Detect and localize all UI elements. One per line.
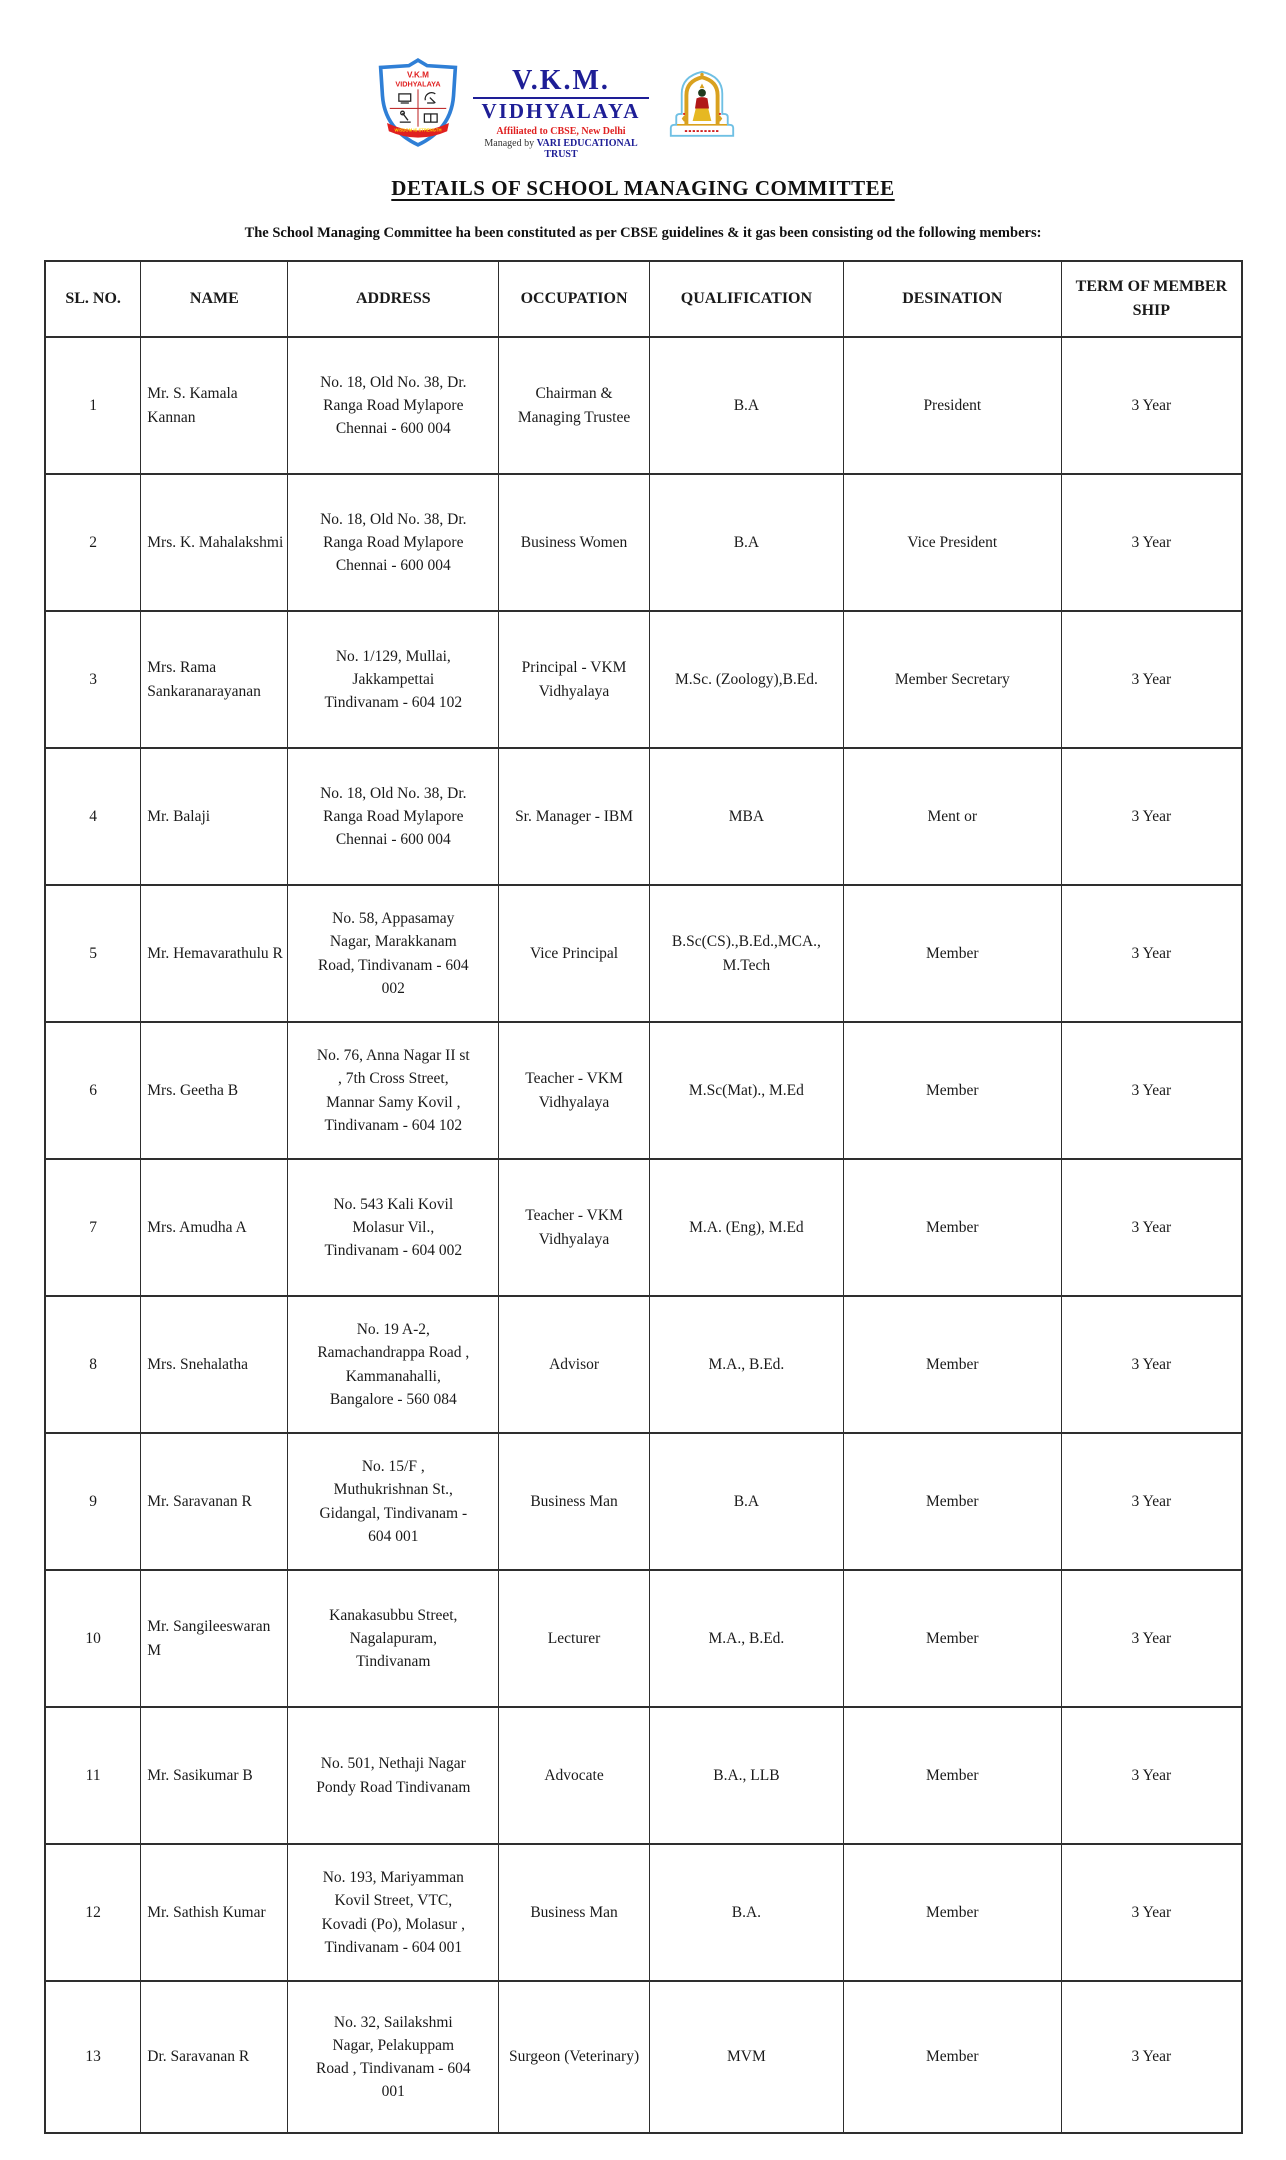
cell-designation: Member: [843, 1433, 1061, 1570]
cell-name: Mr. Hemavarathulu R: [141, 885, 288, 1022]
col-header-qualification: QUALIFICATION: [649, 261, 843, 337]
svg-text:V.K.M: V.K.M: [407, 70, 429, 80]
cell-sl-no: 3: [45, 611, 141, 748]
subtitle-text: The School Managing Committee ha been constituted as per CBSE guidelines & it gas been consisting od the following members:: [244, 225, 1042, 241]
cell-qualification: M.A. (Eng), M.Ed: [649, 1159, 843, 1296]
cell-designation: Member: [843, 885, 1061, 1022]
cell-term: 3 Year: [1061, 1022, 1242, 1159]
cell-term: 3 Year: [1061, 337, 1242, 474]
header-row: [45, 261, 1242, 337]
cell-address: No. 193, Mariyamman Kovil Street, VTC, Kovadi (Po), Molasur , Tindivanam - 604 001: [288, 1844, 499, 1981]
cell-qualification: B.A: [649, 1433, 843, 1570]
cell-name: Mrs. Amudha A: [141, 1159, 288, 1296]
cell-address: No. 1/129, Mullai, Jakkampettai Tindivanam - 604 102: [288, 611, 499, 748]
table-row: [45, 337, 1242, 474]
cell-sl-no: 7: [45, 1159, 141, 1296]
cell-sl-no: 10: [45, 1570, 141, 1707]
cell-designation: Member: [843, 1844, 1061, 1981]
cell-term: 3 Year: [1061, 885, 1242, 1022]
deity-skirt: [693, 108, 712, 120]
school-name-full: VIDHYALAYA: [481, 99, 641, 124]
cell-occupation: Surgeon (Veterinary): [499, 1981, 650, 2133]
cell-sl-no: 5: [45, 885, 141, 1022]
cell-occupation: Principal - VKM Vidhyalaya: [499, 611, 650, 748]
cell-term: 3 Year: [1061, 1707, 1242, 1844]
cell-designation: Ment or: [843, 748, 1061, 885]
cell-address: No. 19 A-2, Ramachandrappa Road , Kammanahalli, Bangalore - 560 084: [288, 1296, 499, 1433]
cell-qualification: M.Sc(Mat)., M.Ed: [649, 1022, 843, 1159]
cell-occupation: Vice Principal: [499, 885, 650, 1022]
col-header-address: ADDRESS: [288, 261, 499, 337]
table-row: [45, 1570, 1242, 1707]
cell-address: No. 18, Old No. 38, Dr. Ranga Road Mylapore Chennai - 600 004: [288, 337, 499, 474]
cell-address: No. 543 Kali Kovil Molasur Vil., Tindivanam - 604 002: [288, 1159, 499, 1296]
school-shield-logo: [377, 56, 459, 150]
managed-line: [473, 138, 649, 160]
school-header: [0, 56, 1286, 242]
cell-occupation: Business Women: [499, 474, 650, 611]
svg-text:VIDHYALAYA: VIDHYALAYA: [395, 79, 441, 89]
cell-sl-no: 9: [45, 1433, 141, 1570]
cell-term: 3 Year: [1061, 1159, 1242, 1296]
cell-address: Kanakasubbu Street, Nagalapuram, Tindivanam: [288, 1570, 499, 1707]
cell-designation: Member: [843, 1707, 1061, 1844]
deity-body: [695, 97, 709, 108]
deity-emblem: [663, 58, 741, 148]
cell-term: 3 Year: [1061, 1981, 1242, 2133]
cell-sl-no: 11: [45, 1707, 141, 1844]
cell-address: No. 76, Anna Nagar II st , 7th Cross Street, Mannar Samy Kovil , Tindivanam - 604 102: [288, 1022, 499, 1159]
cell-qualification: M.A., B.Ed.: [649, 1570, 843, 1707]
table-row: [45, 474, 1242, 611]
table-row: [45, 1433, 1242, 1570]
cell-sl-no: 8: [45, 1296, 141, 1433]
cell-occupation: Sr. Manager - IBM: [499, 748, 650, 885]
table-row: [45, 611, 1242, 748]
cell-name: Mrs. Geetha B: [141, 1022, 288, 1159]
committee-table: [44, 260, 1243, 2134]
col-header-name: NAME: [141, 261, 288, 337]
cell-name: Mrs. Rama Sankaranarayanan: [141, 611, 288, 748]
cell-qualification: B.Sc(CS).,B.Ed.,MCA., M.Tech: [649, 885, 843, 1022]
cell-occupation: Business Man: [499, 1433, 650, 1570]
cell-sl-no: 13: [45, 1981, 141, 2133]
cell-term: 3 Year: [1061, 1296, 1242, 1433]
cell-qualification: M.A., B.Ed.: [649, 1296, 843, 1433]
trust-name: VARI EDUCATIONAL TRUST: [536, 138, 638, 161]
cell-occupation: Teacher - VKM Vidhyalaya: [499, 1159, 650, 1296]
cell-occupation: Advisor: [499, 1296, 650, 1433]
cell-qualification: MVM: [649, 1981, 843, 2133]
shield-motto: WISDOM IS STRENGTH: [394, 127, 442, 133]
table-header: [45, 261, 1242, 337]
deity-face: [698, 89, 706, 97]
cell-name: Mr. Balaji: [141, 748, 288, 885]
cell-term: 3 Year: [1061, 611, 1242, 748]
cell-address: No. 18, Old No. 38, Dr. Ranga Road Mylapore Chennai - 600 004: [288, 474, 499, 611]
cell-occupation: Lecturer: [499, 1570, 650, 1707]
cell-term: 3 Year: [1061, 1844, 1242, 1981]
shield-crest-icon: [377, 56, 459, 150]
table-body: [45, 337, 1242, 2133]
cell-name: Mr. S. Kamala Kannan: [141, 337, 288, 474]
cell-sl-no: 4: [45, 748, 141, 885]
cell-qualification: B.A: [649, 474, 843, 611]
col-header-term: TERM OF MEMBER SHIP: [1061, 261, 1242, 337]
managed-prefix: Managed by: [484, 138, 535, 150]
cell-qualification: M.Sc. (Zoology),B.Ed.: [649, 611, 843, 748]
school-name-block: [473, 56, 649, 160]
table-row: [45, 1159, 1242, 1296]
cell-designation: Member: [843, 1159, 1061, 1296]
table-row: [45, 1022, 1242, 1159]
cell-qualification: B.A: [649, 337, 843, 474]
cell-name: Mr. Sathish Kumar: [141, 1844, 288, 1981]
cell-name: Mr. Sasikumar B: [141, 1707, 288, 1844]
cell-address: No. 18, Old No. 38, Dr. Ranga Road Mylapore Chennai - 600 004: [288, 748, 499, 885]
cell-name: Mr. Sangileeswaran M: [141, 1570, 288, 1707]
affiliation-line: Affiliated to CBSE, New Delhi: [496, 126, 626, 138]
cell-address: No. 32, Sailakshmi Nagar, Pelakuppam Road , Tindivanam - 604 001: [288, 1981, 499, 2133]
cell-name: Mr. Saravanan R: [141, 1433, 288, 1570]
cell-designation: Member: [843, 1296, 1061, 1433]
cell-occupation: Teacher - VKM Vidhyalaya: [499, 1022, 650, 1159]
cell-term: 3 Year: [1061, 474, 1242, 611]
table-row: [45, 1981, 1242, 2133]
cell-name: Mrs. Snehalatha: [141, 1296, 288, 1433]
logo-row: [0, 56, 1202, 161]
cell-name: Dr. Saravanan R: [141, 1981, 288, 2133]
cell-address: No. 501, Nethaji Nagar Pondy Road Tindivanam: [288, 1707, 499, 1844]
deity-arch-icon: [663, 58, 741, 148]
cell-sl-no: 2: [45, 474, 141, 611]
col-header-sl-no: SL. NO.: [45, 261, 141, 337]
cell-name: Mrs. K. Mahalakshmi: [141, 474, 288, 611]
school-name-short: V.K.M.: [512, 65, 610, 96]
cell-designation: Vice President: [843, 474, 1061, 611]
col-header-designation: DESINATION: [843, 261, 1061, 337]
table-row: [45, 885, 1242, 1022]
cell-address: No. 58, Appasamay Nagar, Marakkanam Road, Tindivanam - 604 002: [288, 885, 499, 1022]
cell-occupation: Business Man: [499, 1844, 650, 1981]
cell-term: 3 Year: [1061, 748, 1242, 885]
cell-qualification: B.A., LLB: [649, 1707, 843, 1844]
cell-sl-no: 1: [45, 337, 141, 474]
cell-occupation: Chairman & Managing Trustee: [499, 337, 650, 474]
cell-qualification: B.A.: [649, 1844, 843, 1981]
cell-designation: Member: [843, 1570, 1061, 1707]
cell-occupation: Advocate: [499, 1707, 650, 1844]
cell-designation: Member: [843, 1981, 1061, 2133]
cell-address: No. 15/F , Muthukrishnan St., Gidangal, Tindivanam - 604 001: [288, 1433, 499, 1570]
page-title: DETAILS OF SCHOOL MANAGING COMMITTEE: [391, 176, 895, 200]
col-header-occupation: OCCUPATION: [499, 261, 650, 337]
cell-sl-no: 6: [45, 1022, 141, 1159]
cell-term: 3 Year: [1061, 1570, 1242, 1707]
cell-designation: President: [843, 337, 1061, 474]
table-row: [45, 748, 1242, 885]
cell-designation: Member Secretary: [843, 611, 1061, 748]
cell-designation: Member: [843, 1022, 1061, 1159]
cell-qualification: MBA: [649, 748, 843, 885]
table-row: [45, 1296, 1242, 1433]
cell-sl-no: 12: [45, 1844, 141, 1981]
table-row: [45, 1707, 1242, 1844]
cell-term: 3 Year: [1061, 1433, 1242, 1570]
table-row: [45, 1844, 1242, 1981]
